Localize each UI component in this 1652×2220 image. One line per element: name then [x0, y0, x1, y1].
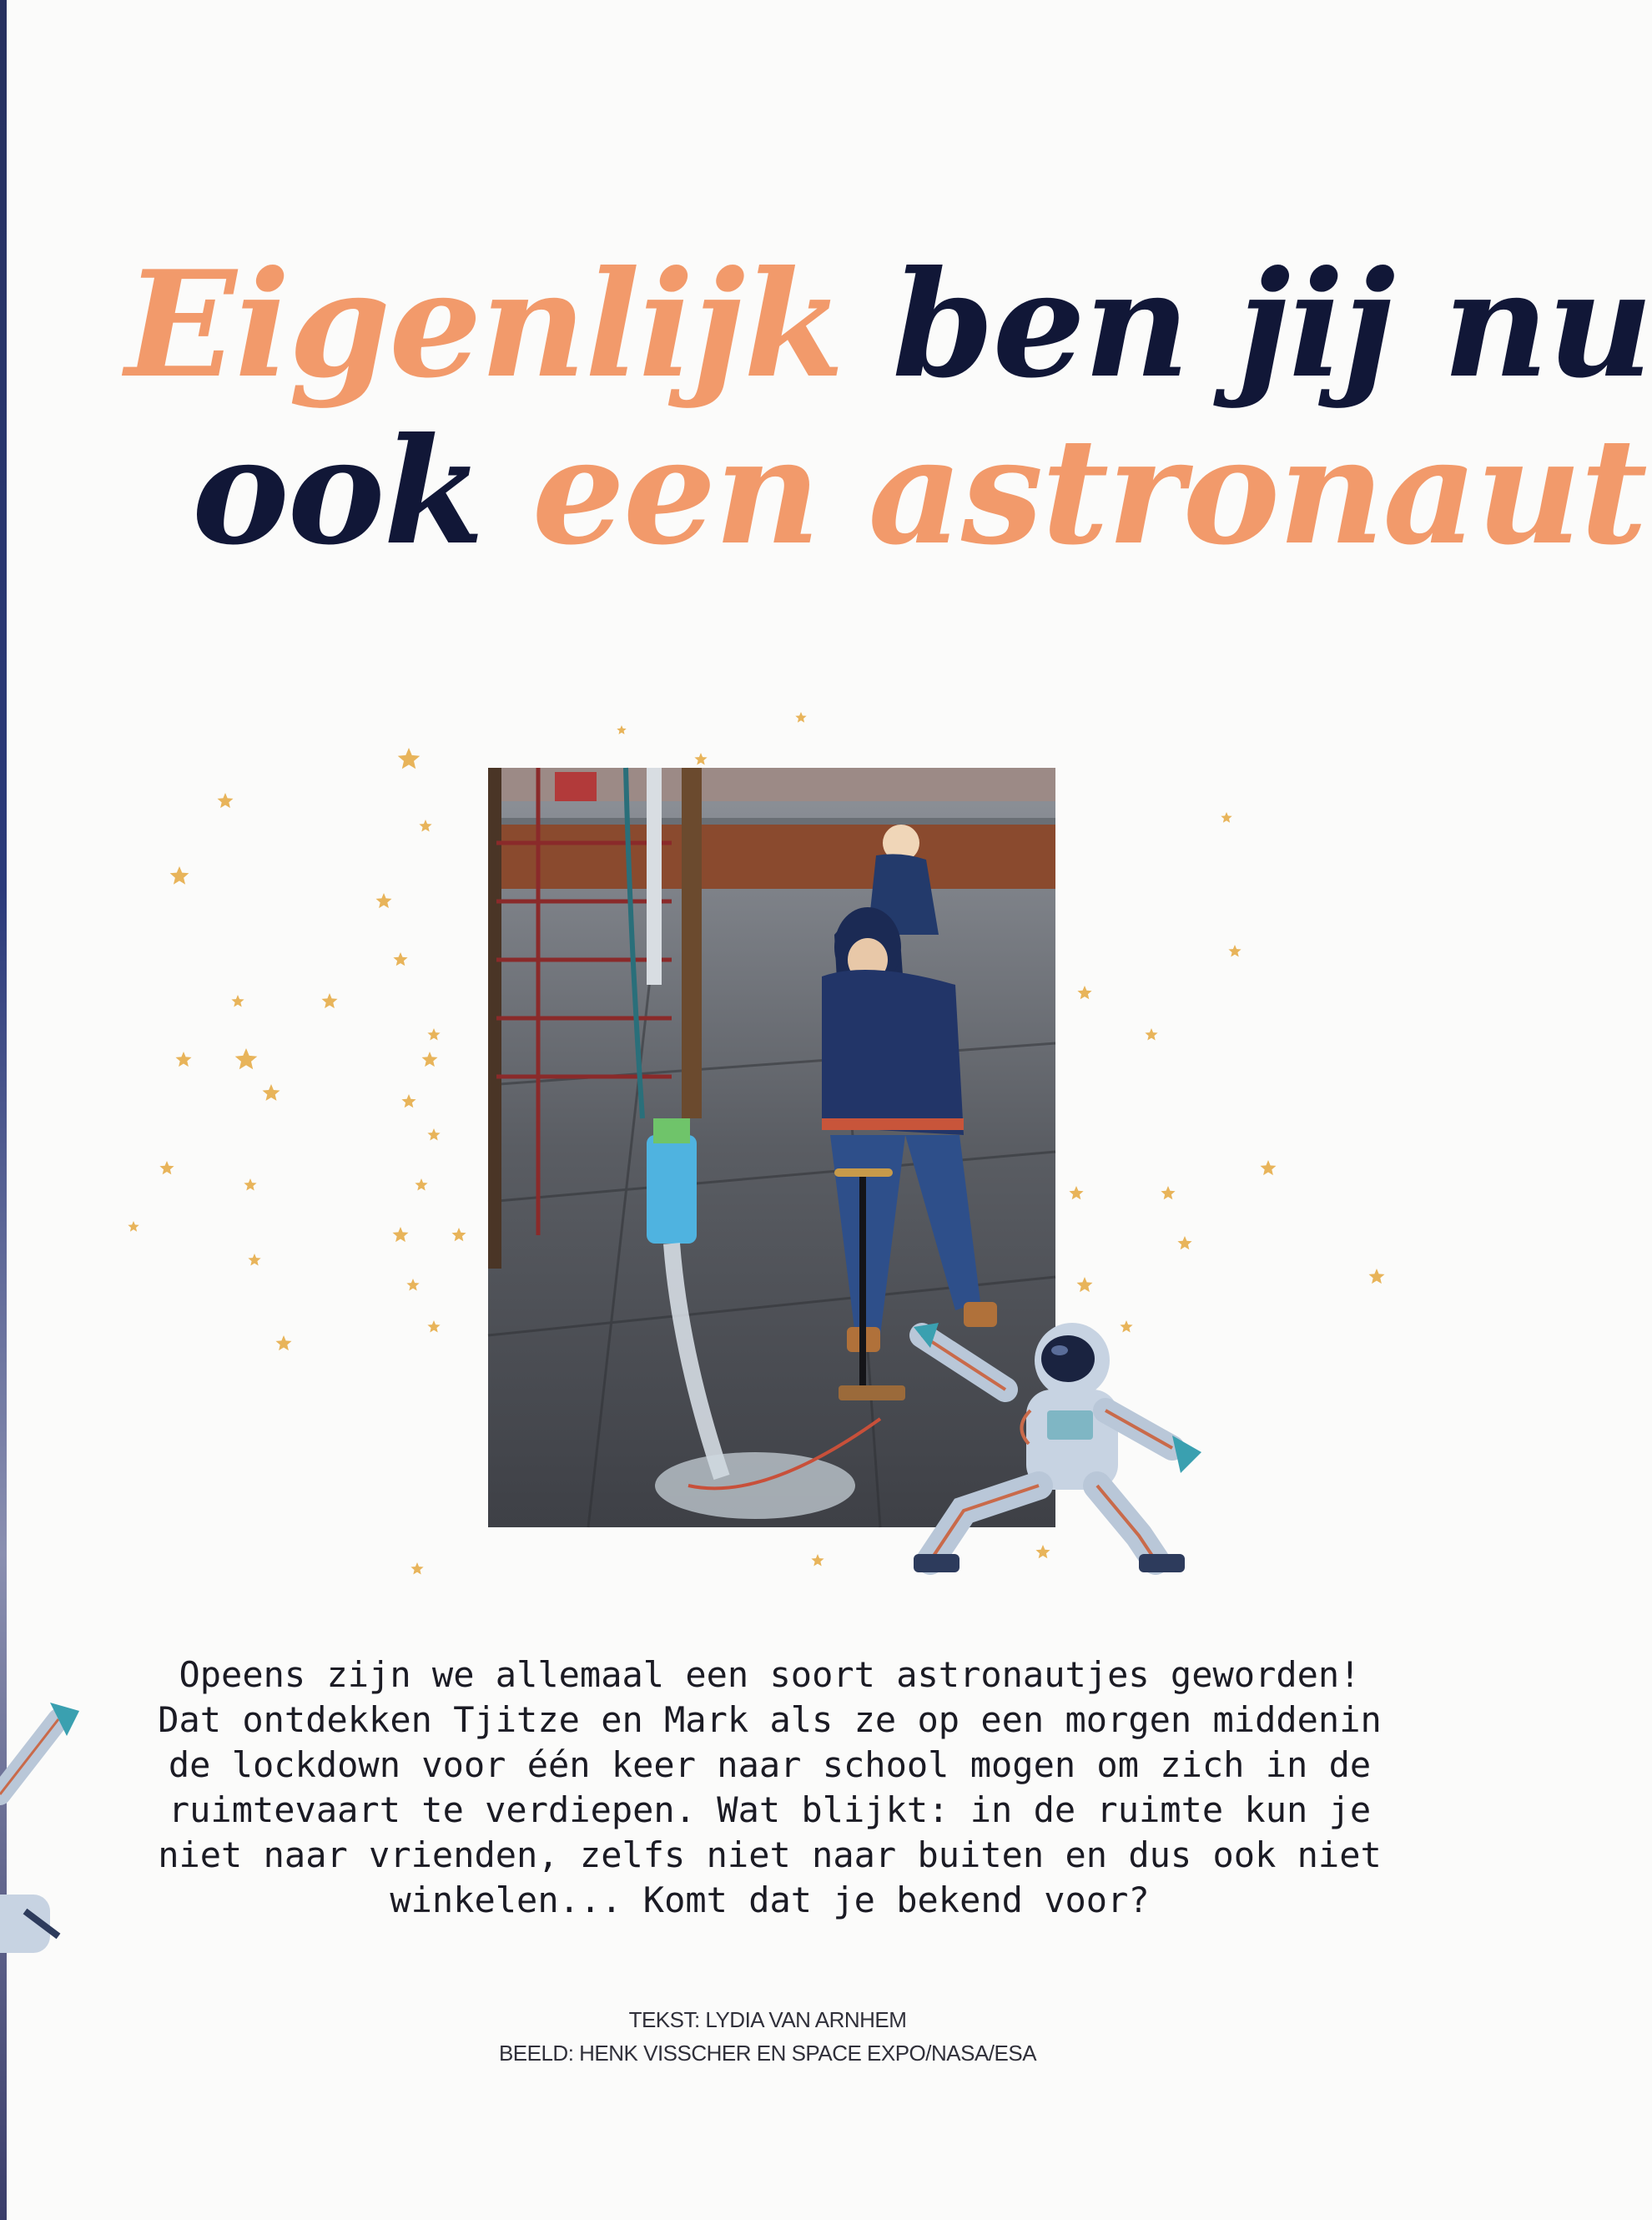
star-icon: [1369, 1269, 1385, 1284]
star-icon: [1261, 1160, 1277, 1175]
star-icon: [170, 866, 189, 885]
star-icon: [795, 712, 806, 723]
star-icon: [235, 1048, 258, 1069]
star-icon: [398, 748, 421, 769]
star-icon: [1221, 812, 1231, 823]
page-title: [125, 240, 1652, 578]
star-icon: [1077, 986, 1091, 999]
star-icon: [617, 725, 626, 734]
title-words-ben-jij-nu: ben jij nu: [892, 240, 1652, 411]
title-line-2: [125, 406, 1646, 578]
star-icon: [1228, 945, 1241, 957]
star-icon: [422, 1052, 438, 1067]
star-icon: [1161, 1186, 1175, 1199]
title-word-eigenlijk: Eigenlijk: [125, 240, 844, 411]
title-word-ook: ook: [192, 406, 483, 578]
star-icon: [159, 1161, 174, 1174]
credit-image: BEELD: HENK VISSCHER EN SPACE EXPO/NASA/ESA: [498, 2041, 1037, 2066]
star-icon: [406, 1279, 419, 1291]
title-line-1: [125, 240, 1652, 411]
star-icon: [176, 1052, 192, 1067]
star-icon: [427, 1128, 440, 1141]
star-icon: [1177, 1236, 1191, 1249]
star-icon: [811, 1554, 823, 1567]
star-icon: [427, 1320, 440, 1333]
intro-paragraph: Opeens zijn we allemaal een soort astronautjes geworden! Dat ontdekken Tjitze en Mark als ze op een morgen middenin de lockdown voor één keer naar school mogen om zich in de ruimtevaart te verdiepen. Wat blijkt: in de ruimte kun je niet naar vrienden, zelfs niet naar buiten en dus ook niet winkelen... Komt dat je bekend voor?: [158, 1654, 1382, 1920]
credit-text: TEKST: LYDIA VAN ARNHEM: [628, 2007, 907, 2032]
star-icon: [1077, 1277, 1093, 1292]
star-icon: [276, 1335, 292, 1350]
star-icon: [451, 1228, 466, 1241]
credits-block: [434, 2003, 1101, 2070]
star-icon: [128, 1221, 139, 1232]
title-words-een-astronaut: een astronaut: [531, 406, 1646, 578]
star-icon: [393, 1227, 409, 1242]
star-icon: [419, 820, 431, 832]
star-icon: [1145, 1028, 1157, 1041]
star-icon: [244, 1178, 256, 1191]
star-icon: [322, 993, 338, 1008]
star-icon: [427, 1028, 440, 1041]
star-icon: [376, 893, 392, 908]
astronaut-corner-illustration: [0, 1686, 92, 1986]
star-icon: [1069, 1186, 1083, 1199]
star-icon: [401, 1094, 416, 1107]
star-icon: [415, 1178, 427, 1191]
astronaut-illustration: [905, 1310, 1222, 1577]
star-icon: [410, 1562, 423, 1575]
star-icon: [248, 1254, 260, 1266]
star-icon: [393, 952, 407, 966]
star-icon: [231, 995, 244, 1007]
star-icon: [694, 753, 707, 765]
star-icon: [218, 793, 234, 808]
star-icon: [263, 1084, 280, 1101]
